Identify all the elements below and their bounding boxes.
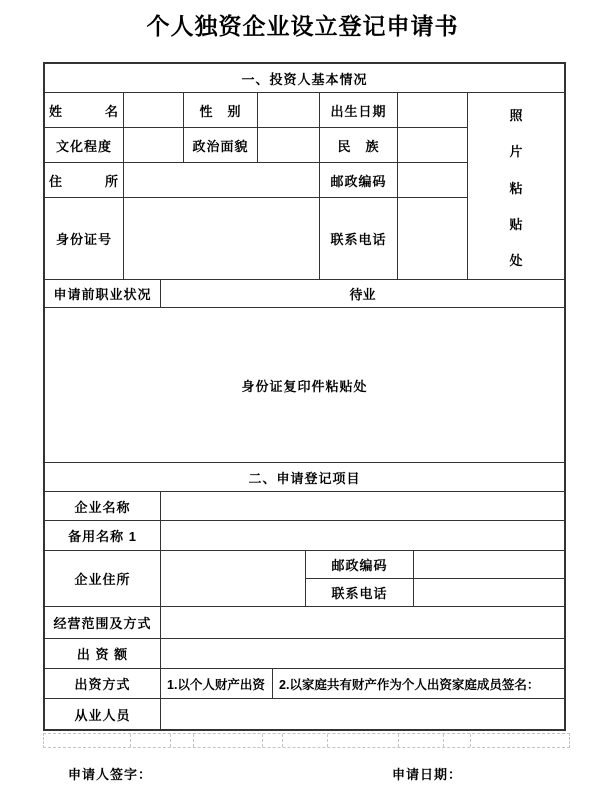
education-label: 文化程度 xyxy=(45,128,124,162)
company-phone-value-field[interactable] xyxy=(414,579,564,606)
row-name-gender-birth xyxy=(45,93,467,128)
political-status-label: 政治面貌 xyxy=(184,128,258,162)
ethnic-value-field[interactable] xyxy=(398,128,467,162)
application-date-label: 申请日期： xyxy=(392,767,463,782)
gridline-cell xyxy=(131,734,171,747)
residence-value-field[interactable] xyxy=(124,163,320,197)
company-postal-value-field[interactable] xyxy=(414,551,564,578)
row-backup-name xyxy=(45,521,564,551)
company-contact-grid xyxy=(306,551,564,606)
name-label: 姓 名 xyxy=(45,93,124,127)
staff-value-field[interactable] xyxy=(161,699,564,729)
capital-amount-value-field[interactable] xyxy=(161,639,564,668)
gridline-cell xyxy=(328,734,399,747)
company-postal-label: 邮政编码 xyxy=(306,551,414,578)
postal-code-label: 邮政编码 xyxy=(320,163,398,197)
photo-paste-char: 照 xyxy=(509,108,523,123)
staff-label: 从业人员 xyxy=(45,699,161,729)
residence-label: 住 所 xyxy=(45,163,124,197)
row-education-political-ethnic xyxy=(45,128,467,163)
row-company-name xyxy=(45,492,564,521)
row-residence-postal xyxy=(45,163,467,198)
funding-method-label: 出资方式 xyxy=(45,669,161,698)
gridline-cell xyxy=(194,734,263,747)
business-scope-value-field[interactable] xyxy=(161,607,564,638)
occupation-status-label: 申请前职业状况 xyxy=(45,280,161,307)
section2-header xyxy=(45,463,564,492)
row-capital xyxy=(45,639,564,669)
form-title: 个人独资企业设立登记申请书 xyxy=(146,14,459,39)
investor-info-grid xyxy=(45,93,468,279)
gridline-cell xyxy=(263,734,283,747)
backup-name-value-field[interactable] xyxy=(161,521,564,550)
row-idnumber-phone xyxy=(45,198,467,279)
contact-phone-label: 联系电话 xyxy=(320,198,398,279)
photo-paste-char: 粘 xyxy=(509,180,523,196)
section2-header-text: 二、申请登记项目 xyxy=(248,470,361,486)
gridline-cell xyxy=(444,734,471,747)
photo-paste-char: 贴 xyxy=(509,216,523,232)
business-scope-label: 经营范围及方式 xyxy=(45,607,161,638)
contact-phone-value-field[interactable] xyxy=(398,198,467,279)
row-occupation-status xyxy=(45,280,564,308)
row-business-scope xyxy=(45,607,564,639)
company-address-label: 企业住所 xyxy=(45,551,161,606)
birth-date-label: 出生日期 xyxy=(320,93,398,127)
section1-header xyxy=(45,64,564,93)
spreadsheet-gridline-row xyxy=(43,733,570,748)
form-table xyxy=(43,62,566,731)
id-number-value-field[interactable] xyxy=(124,198,320,279)
backup-name-label: 备用名称 1 xyxy=(45,521,161,550)
ethnic-label: 民 族 xyxy=(320,128,398,162)
capital-amount-label: 出 资 额 xyxy=(45,639,161,668)
education-value-field[interactable] xyxy=(124,128,184,162)
funding-option1[interactable]: 1.以个人财产出资 xyxy=(161,669,273,698)
company-address-value-field[interactable] xyxy=(161,551,306,606)
company-address-band xyxy=(45,551,564,607)
row-company-phone xyxy=(306,579,564,606)
photo-paste-area xyxy=(468,93,564,279)
photo-paste-char: 处 xyxy=(509,253,523,268)
company-name-label: 企业名称 xyxy=(45,492,161,520)
funding-option2[interactable]: 2.以家庭共有财产作为个人出资家庭成员签名： xyxy=(279,677,540,692)
gridline-cell xyxy=(283,734,328,747)
gender-value-field[interactable] xyxy=(258,93,320,127)
birth-date-value-field[interactable] xyxy=(398,93,467,127)
row-staff xyxy=(45,699,564,729)
idcopy-paste-label: 身份证复印件粘贴处 xyxy=(241,378,368,394)
photo-paste-char: 片 xyxy=(509,144,523,160)
name-value-field[interactable] xyxy=(124,93,184,127)
gridline-cell xyxy=(471,734,569,747)
company-phone-label: 联系电话 xyxy=(306,579,414,606)
gridline-cell xyxy=(44,734,131,747)
occupation-status-value[interactable]: 待业 xyxy=(349,287,376,302)
section1-header-text: 一、投资人基本情况 xyxy=(241,71,368,87)
political-status-value-field[interactable] xyxy=(258,128,320,162)
gender-label: 性 别 xyxy=(184,93,258,127)
gridline-cell xyxy=(171,734,194,747)
company-name-value-field[interactable] xyxy=(161,492,564,520)
idcopy-paste-area xyxy=(45,308,564,463)
row-funding-method xyxy=(45,669,564,699)
applicant-signature-label: 申请人签字： xyxy=(68,767,153,782)
gridline-cell xyxy=(399,734,444,747)
postal-code-value-field[interactable] xyxy=(398,163,467,197)
id-number-label: 身份证号 xyxy=(45,198,124,279)
row-company-postal xyxy=(306,551,564,579)
investor-info-band xyxy=(45,93,564,280)
